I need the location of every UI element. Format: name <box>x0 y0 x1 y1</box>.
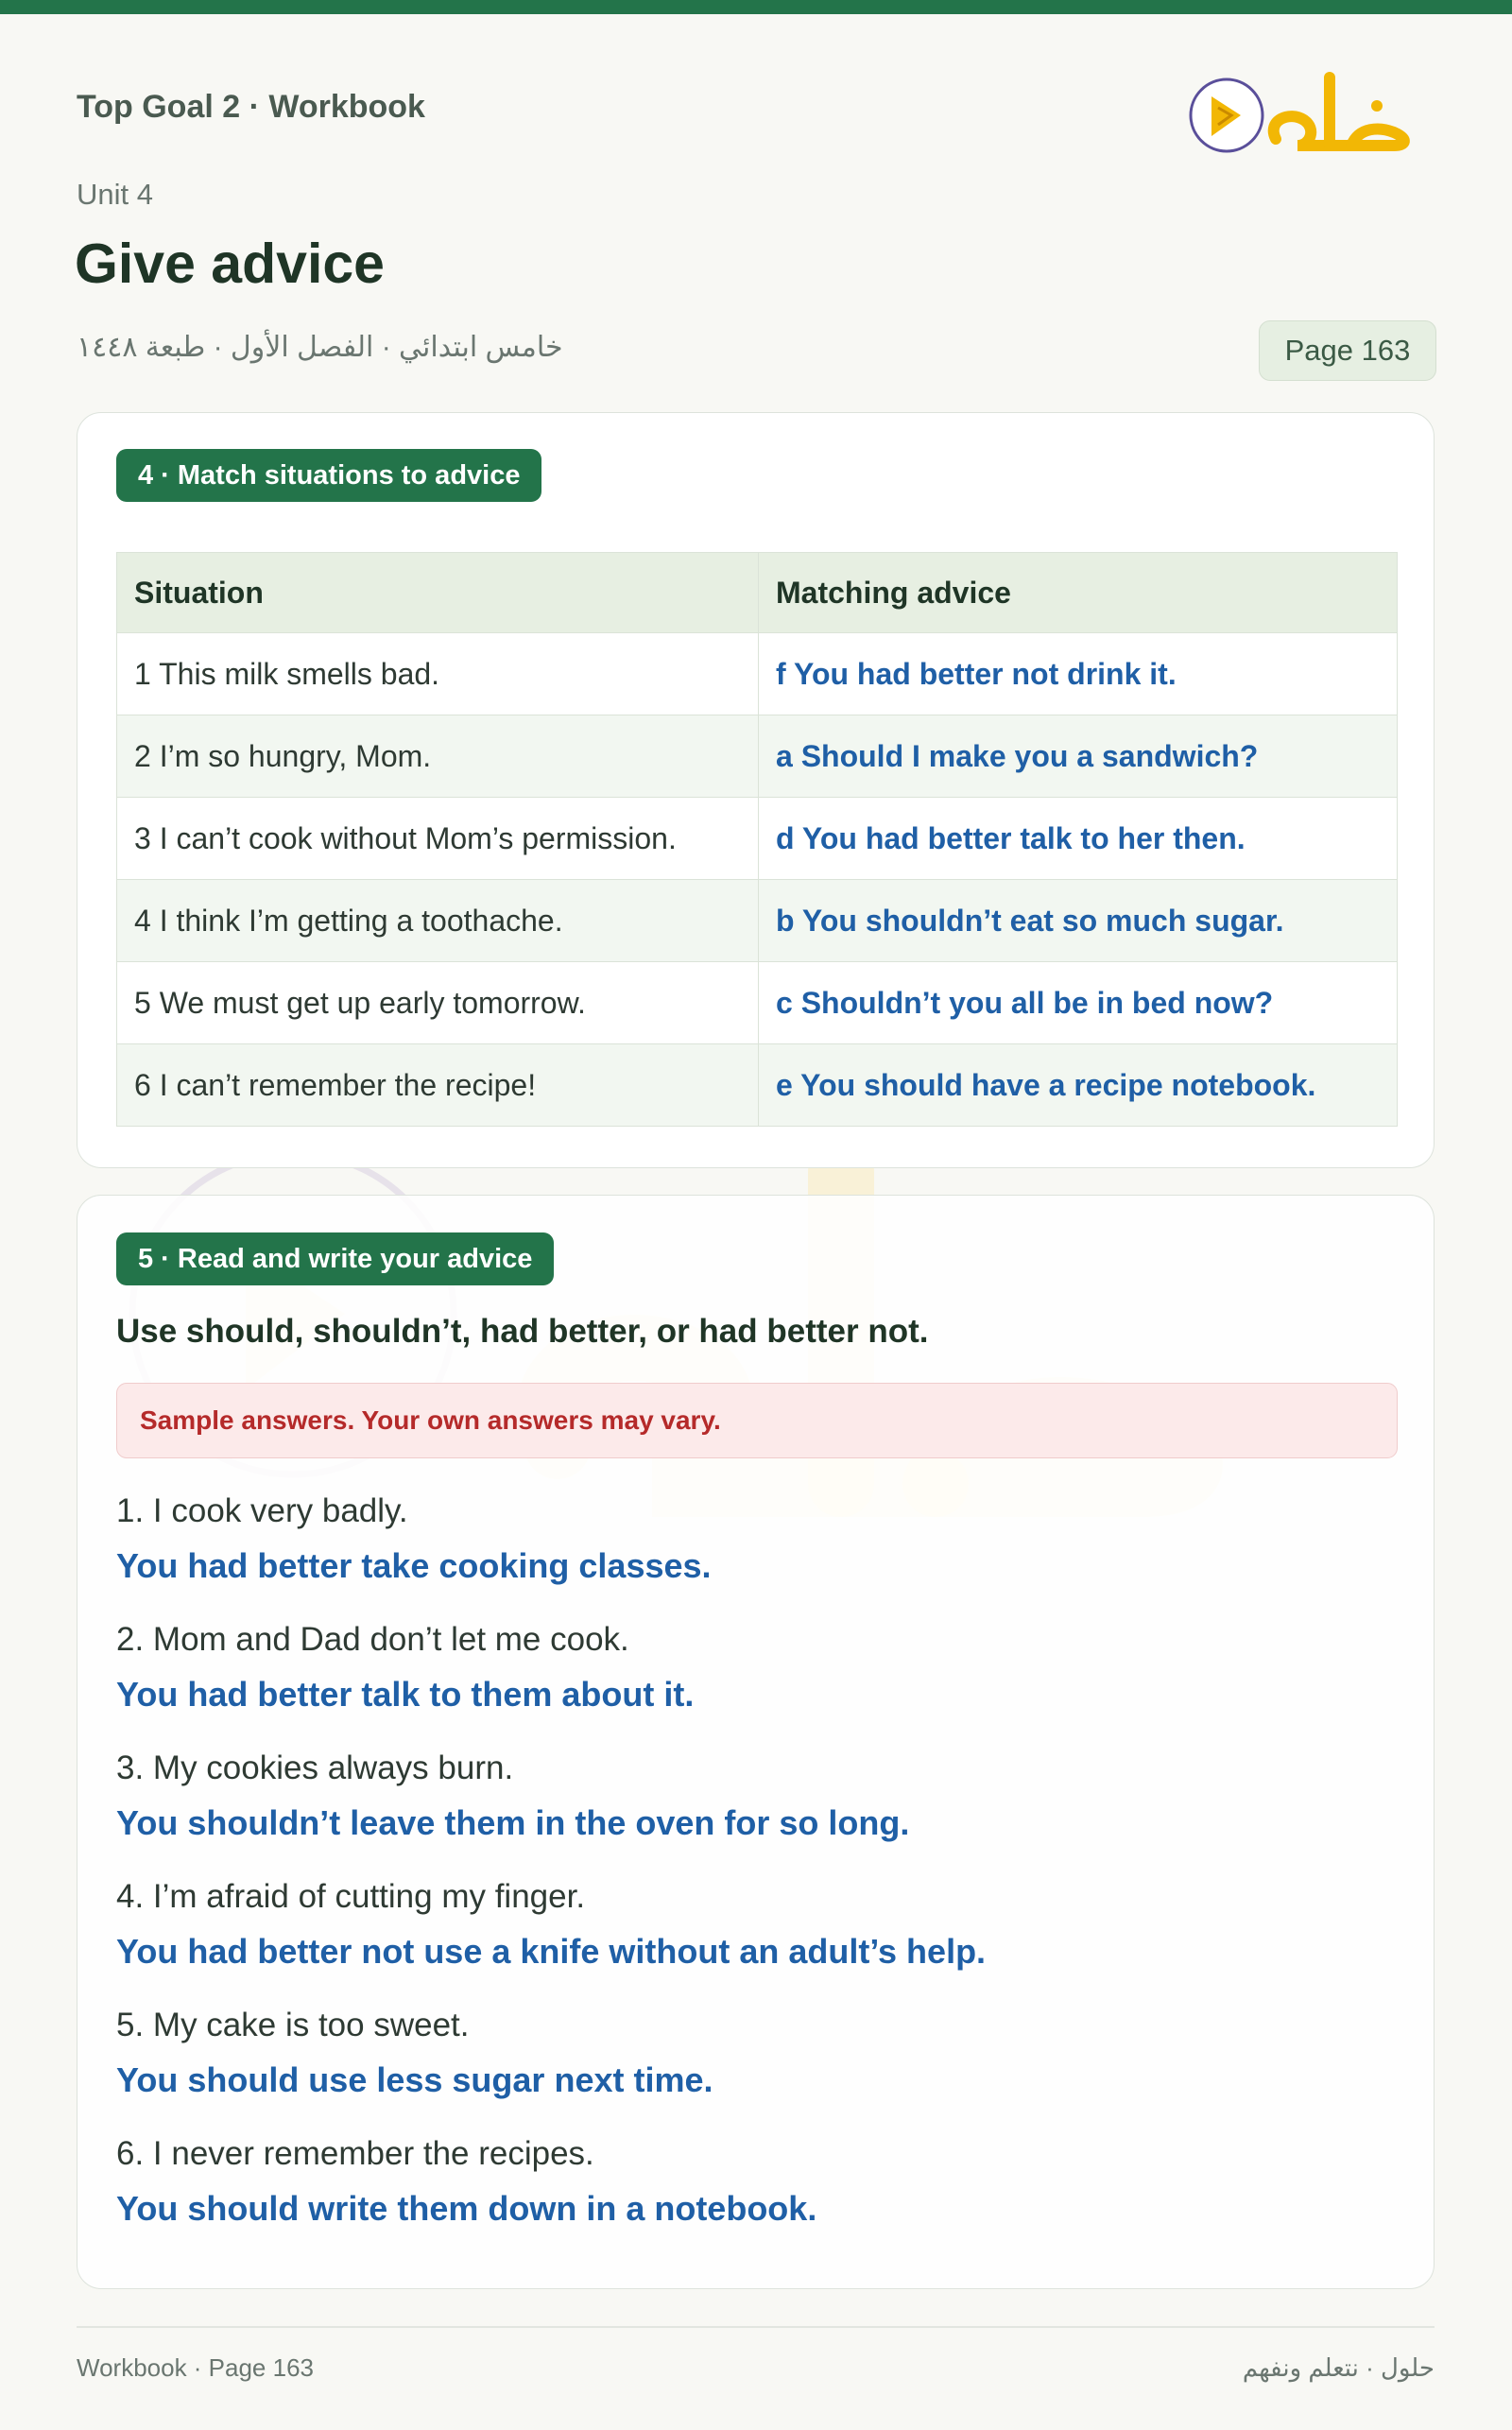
list-item <box>116 1484 1401 1612</box>
footer-brand-tagline: حلول · نتعلم ونفهم <box>1242 2353 1435 2382</box>
footer-page-label: Workbook · Page 163 <box>77 2353 314 2382</box>
item-answer: You should use less sugar next time. <box>116 2060 713 2099</box>
table-row <box>117 880 1398 962</box>
situation-cell: 4 I think I’m getting a toothache. <box>117 880 759 962</box>
advice-cell: d You had better talk to her then. <box>759 798 1398 880</box>
situation-cell: 3 I can’t cook without Mom’s permission. <box>117 798 759 880</box>
advice-cell: e You should have a recipe notebook. <box>759 1044 1398 1127</box>
situation-cell: 1 This milk smells bad. <box>117 633 759 715</box>
list-item <box>116 1998 1401 2127</box>
item-prompt: 2. Mom and Dad don’t let me cook. <box>116 1621 629 1658</box>
situation-cell: 5 We must get up early tomorrow. <box>117 962 759 1044</box>
page-badge: Page 163 <box>1259 320 1436 381</box>
item-answer: You should write them down in a notebook. <box>116 2189 817 2228</box>
item-answer: You had better talk to them about it. <box>116 1675 695 1714</box>
item-prompt: 3. My cookies always burn. <box>116 1749 514 1786</box>
situation-cell: 6 I can’t remember the recipe! <box>117 1044 759 1127</box>
exercise-5-card <box>77 1195 1435 2289</box>
exercise-4-label: 4 · Match situations to advice <box>116 449 541 502</box>
situation-cell: 2 I’m so hungry, Mom. <box>117 715 759 798</box>
advice-cell: b You shouldn’t eat so much sugar. <box>759 880 1398 962</box>
exercise-5-instruction: Use should, shouldn’t, had better, or had better not. <box>116 1313 929 1350</box>
item-prompt: 6. I never remember the recipes. <box>116 2135 594 2172</box>
advice-cell: a Should I make you a sandwich? <box>759 715 1398 798</box>
page-title: Give advice <box>75 233 385 295</box>
grade-subtitle: خامس ابتدائي · الفصل الأول · طبعة ١٤٤٨ <box>77 332 563 363</box>
item-prompt: 1. I cook very badly. <box>116 1492 408 1529</box>
table-row <box>117 633 1398 715</box>
table-row <box>117 715 1398 798</box>
advice-list <box>116 1484 1401 2255</box>
hulul-logo <box>1186 59 1422 163</box>
list-item <box>116 1870 1401 1998</box>
table-header-row <box>117 553 1398 633</box>
item-prompt: 4. I’m afraid of cutting my finger. <box>116 1878 586 1915</box>
list-item <box>116 2127 1401 2255</box>
match-table <box>116 552 1398 1127</box>
item-answer: You had better not use a knife without an adult’s help. <box>116 1932 987 1971</box>
unit-label: Unit 4 <box>77 178 153 211</box>
column-header-advice: Matching advice <box>759 553 1398 633</box>
top-accent-bar <box>0 0 1512 14</box>
item-answer: You shouldn’t leave them in the oven for so long. <box>116 1803 910 1842</box>
advice-cell: f You had better not drink it. <box>759 633 1398 715</box>
footer-divider <box>77 2326 1435 2328</box>
workbook-title: Top Goal 2 · Workbook <box>77 89 425 125</box>
advice-cell: c Shouldn’t you all be in bed now? <box>759 962 1398 1044</box>
sample-answers-notice: Sample answers. Your own answers may vary. <box>116 1383 1398 1458</box>
table-row <box>117 798 1398 880</box>
list-item <box>116 1612 1401 1741</box>
column-header-situation: Situation <box>117 553 759 633</box>
item-answer: You had better take cooking classes. <box>116 1546 712 1585</box>
exercise-5-label: 5 · Read and write your advice <box>116 1232 554 1285</box>
exercise-4-card <box>77 412 1435 1168</box>
table-row <box>117 1044 1398 1127</box>
item-prompt: 5. My cake is too sweet. <box>116 2007 470 2043</box>
table-row <box>117 962 1398 1044</box>
list-item <box>116 1741 1401 1870</box>
